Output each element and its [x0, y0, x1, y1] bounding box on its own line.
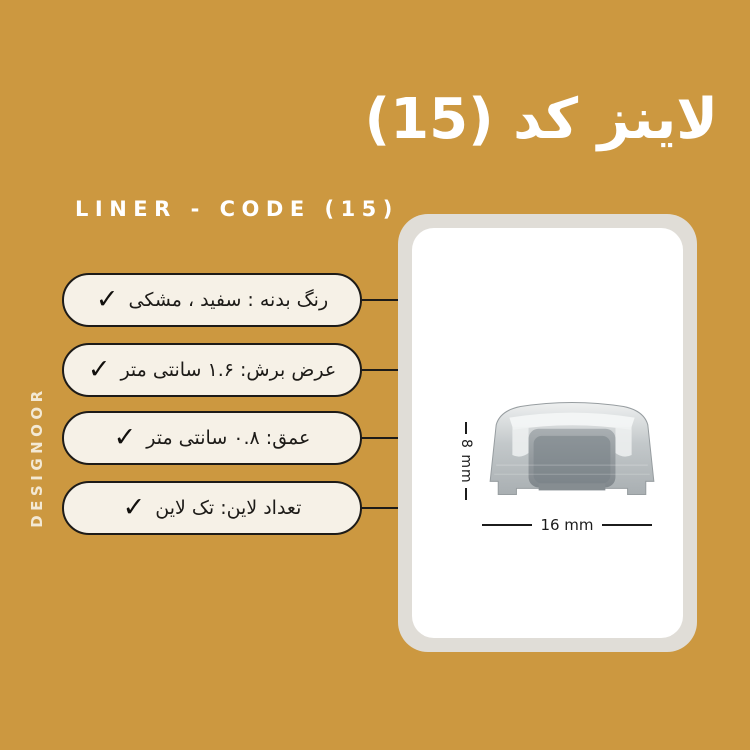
aluminum-profile-image	[476, 394, 668, 508]
dimension-line	[602, 524, 652, 526]
check-icon: ✓	[113, 421, 137, 453]
brand-vertical-label: DESIGNOOR	[28, 386, 46, 528]
page-subtitle-english: LINER - CODE (15)	[75, 197, 399, 221]
spec-label-body-color: رنگ بدنه : سفید ، مشکی	[128, 289, 329, 311]
spec-label-cut-width: عرض برش: ۱.۶ سانتی متر	[120, 359, 337, 381]
spec-pill-line-count	[62, 481, 362, 535]
dimension-height-label: 8 mm	[458, 438, 474, 484]
check-icon: ✓	[95, 283, 119, 315]
spec-pill-body-color	[62, 273, 362, 327]
page-title-farsi: لاینز کد (15)	[364, 87, 718, 152]
dimension-tick	[465, 488, 467, 500]
dimension-width	[482, 516, 652, 534]
dimension-width-label: 16 mm	[540, 516, 594, 534]
spec-label-line-count: تعداد لاین: تک لاین	[155, 497, 302, 519]
spec-pill-cut-width	[62, 343, 362, 397]
dimension-height	[456, 420, 476, 502]
check-icon: ✓	[122, 491, 146, 523]
dimension-tick	[465, 422, 467, 434]
product-card	[398, 214, 697, 652]
product-card-inner	[412, 228, 683, 638]
spec-pill-depth	[62, 411, 362, 465]
spec-label-depth: عمق: ۰.۸ سانتی متر	[146, 427, 311, 449]
dimension-line	[482, 524, 532, 526]
check-icon: ✓	[87, 353, 111, 385]
